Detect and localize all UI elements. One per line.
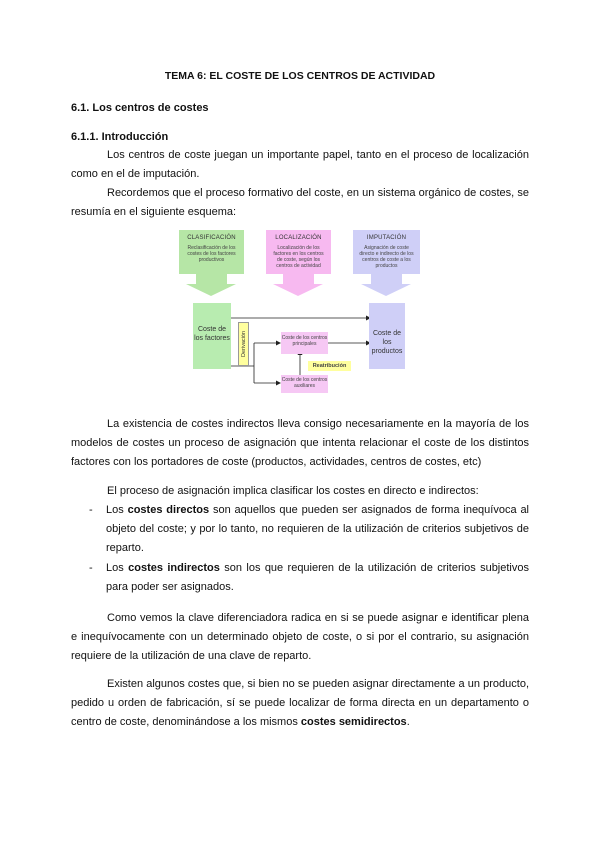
bullet-costes-directos: Los costes directos son aquellos que pueden ser asignados de forma inequívoca al objeto del coste; y por lo tanto, no requieren de la utilización de criterios subjetivos de reparto. [106, 504, 530, 554]
coste-factores-box [193, 303, 231, 369]
localizacion-title: LOCALIZACIÓN [275, 235, 322, 241]
section-heading: 6.1. Los centros de costes [71, 102, 209, 114]
bullet-costes-indirectos: Los costes indirectos son los que requieren de la utilización de criterios subjetivos para poder ser asignados. [106, 562, 529, 593]
bullet-dash: - [89, 562, 93, 574]
coste-productos-box [369, 303, 405, 369]
reatribucion-label: Reatribución [312, 363, 347, 369]
paragraph-2: Recordemos que el proceso formativo del coste, en un sistema orgánico de costes, se resumía en el siguiente esquema: [71, 187, 529, 218]
imputacion-text: Asignación de coste directo e indirecto de los centros de coste a los productos [359, 245, 414, 269]
bullet-dash: - [89, 504, 93, 516]
paragraph-6: Existen algunos costes que, si bien no se pueden asignar directamente a un producto, pedido u orden de fabricación, sí se puede localizar de forma directa en un departamento o centro de coste, denominándose a los mismos costes semidirectos. [71, 678, 529, 728]
imputacion-title: IMPUTACIÓN [366, 235, 407, 241]
centros-principales-label: Coste de los centros principales [281, 335, 328, 347]
clasificacion-title: CLASIFICACIÓN [187, 235, 236, 241]
derivacion-box [238, 322, 249, 366]
localizacion-text: Localización de los factores en los centros de coste, según los centros de actividad [273, 245, 324, 269]
coste-factores-label: Coste de los factores [194, 326, 230, 342]
coste-productos-label: Coste de los productos [371, 330, 403, 355]
paragraph-4: El proceso de asignación implica clasificar los costes en directo e indirectos: [107, 485, 479, 497]
paragraph-5: Como vemos la clave diferenciadora radica en si se puede asignar e identificar plena e inequívocamente con un determinado objeto de coste, o si por el contrario, su asignación requiere de la utilización de una clave de reparto. [71, 612, 529, 662]
centros-principales-box [281, 332, 328, 354]
paragraph-1: Los centros de coste juegan un importante papel, tanto en el proceso de localización como en el de imputación. [71, 149, 529, 180]
clasificacion-down-arrow [186, 274, 236, 296]
subsection-heading: 6.1.1. Introducción [71, 131, 169, 143]
clasificacion-text: Reclasificación de los costes de los factores productivos [187, 245, 236, 263]
derivacion-label: Derivación [240, 331, 247, 357]
reatribucion-box [308, 361, 351, 371]
paragraph-3: La existencia de costes indirectos lleva consigo necesariamente en la mayoría de los modelos de costes un proceso de asignación que intenta relacionar el coste de los distintos factores con los portadores de coste (productos, actividades, centros de costes, etc) [71, 418, 529, 468]
centros-auxiliares-label: Coste de los centros auxiliares [281, 377, 328, 389]
cost-process-diagram [170, 226, 430, 389]
imputacion-down-arrow [361, 274, 411, 296]
localizacion-down-arrow [273, 274, 323, 296]
centros-auxiliares-box [281, 375, 328, 393]
page-title: TEMA 6: EL COSTE DE LOS CENTROS DE ACTIVIDAD [164, 70, 436, 82]
